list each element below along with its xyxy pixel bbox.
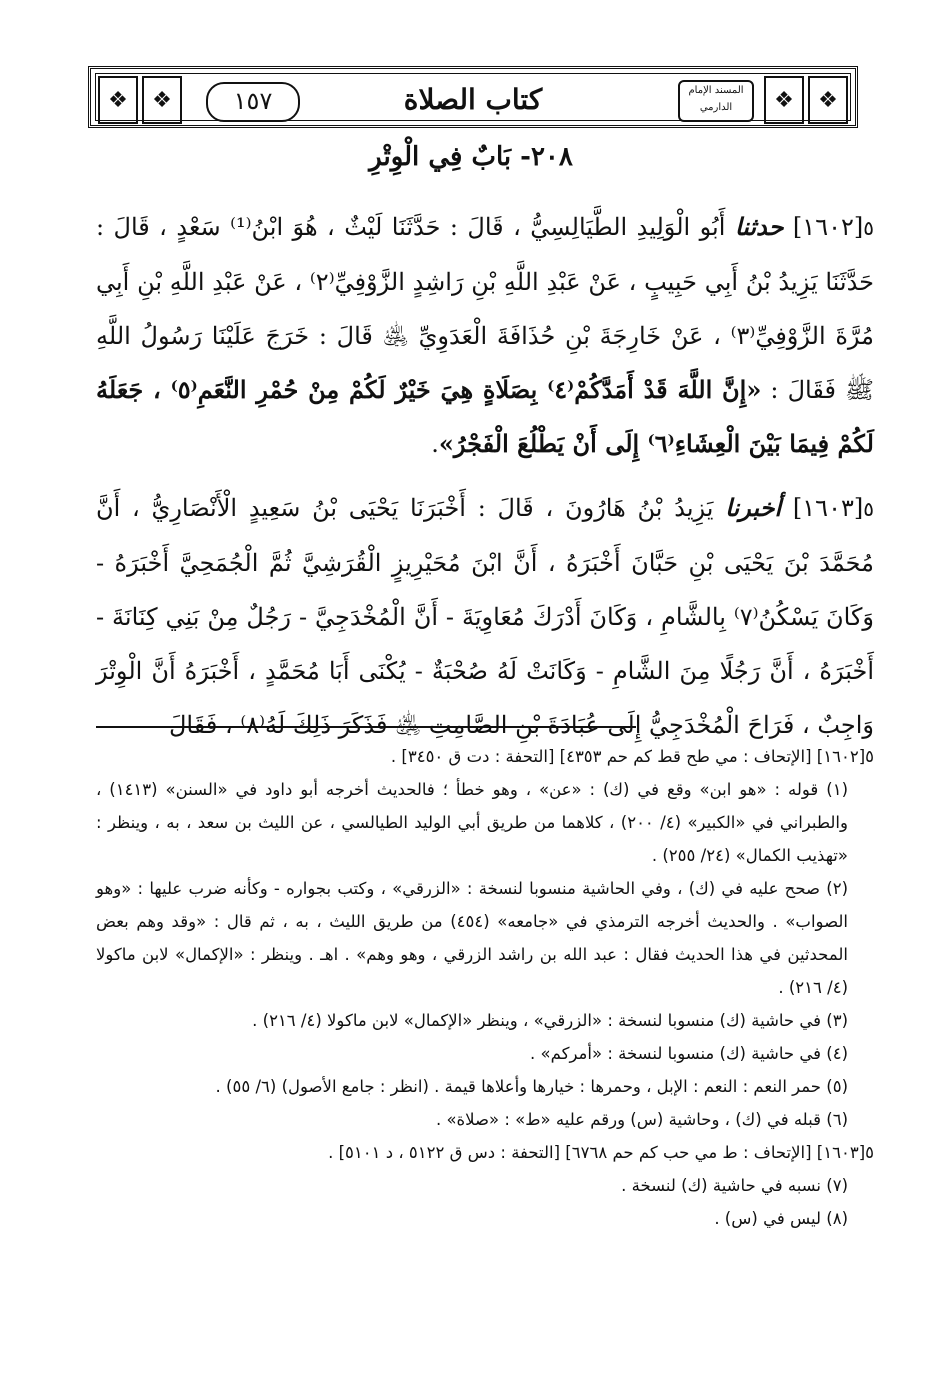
hadith-text-end: . (431, 430, 439, 458)
page-header (88, 66, 858, 128)
hadith-number: [١٦٠٣] (792, 494, 864, 522)
page-number: ١٥٧ (206, 82, 300, 122)
footnote: (٤) في حاشية (ك) منسوبا لنسخة : «أمركم» . (530, 1044, 848, 1063)
prophetic-saying: «إِنَّ اللَّهَ قَدْ أَمَدَّكُمْ⁽٤⁾ بِصَلَاةٍ هِيَ خَيْرٌ لَكُمْ مِنْ حُمْرِ النَّعَمِ⁽٥⁾ ، جَعَلَهُ لَكُمْ فِيمَا بَيْنَ الْعِشَاءِ⁽٦⁾ إِلَى أَنْ يَطْلُعَ الْفَجْرُ» (96, 375, 874, 458)
footnote: (٦) قبله في (ك) ، وحاشية (س) ورقم عليه «ط» : «صلاة» . (435, 1110, 848, 1129)
footnote: (٢) صحح عليه في (ك) ، وفي الحاشية منسوبا لنسخة : «الزرقي» ، وكتب بجواره - وكأنه ضرب عليها : «وهو الصواب» . والحديث أخرجه الترمذي في «جامعه» (٤٥٤) من طريق الليث ، به ، ثم قال : «وقد وهم بعض المحدثين في هذا الحديث فقال : عبد الله بن راشد الزرقي ، وهو وهم» . اهـ . وينظر : «الإكمال» لابن ماكولا (٤/ ٢١٦) . (96, 879, 848, 997)
chain-opening: أخبرنا (725, 493, 782, 522)
hadith-text: أَبُو الْوَلِيدِ الطَّيَالِسِيُّ ، قَالَ : حَدَّثَنَا لَيْثٌ ، هُوَ ابْنُ⁽¹⁾ سَعْدٍ ، قَالَ : حَدَّثَنَا يَزِيدُ بْنُ أَبِي حَبِيبٍ ، عَنْ عَبْدِ اللَّهِ بْنِ رَاشِدٍ الزَّوْفِيِّ⁽٢⁾ ، عَنْ عَبْدِ اللَّهِ بْنِ أَبِي مُرَّةَ الزَّوْفِيِّ⁽٣⁾ ، عَنْ خَارِجَةَ بْنِ حُذَافَةَ الْعَدَوِيِّ ﵁ قَالَ : خَرَجَ عَلَيْنَا رَسُولُ اللَّهِ ﷺ فَقَالَ : (96, 213, 875, 404)
right-ornament-icon: ❖ (808, 76, 848, 124)
footnote: ٥[١٦٠٣] [الإتحاف : ط مي حب كم حم ٦٧٦٨] [التحفة : دس ق ٥١٢٢ ، د ٥١٠١] . (328, 1143, 874, 1162)
hadith-paragraph (96, 481, 874, 752)
footnote: ٥[١٦٠٢] [الإتحاف : مي طح قط كم حم ٤٣٥٣] [التحفة : دت ق ٣٤٥٠] . (390, 747, 874, 766)
main-text (96, 200, 874, 762)
footnote: (٨) ليس في (س) . (714, 1209, 848, 1228)
running-title: كتاب الصلاة (403, 83, 543, 116)
footnote: (٧) نسبه في حاشية (ك) لنسخة . (621, 1176, 848, 1195)
footnote: (٣) في حاشية (ك) منسوبا لنسخة : «الزرقي» ، وينظر «الإكمال» لابن ماكولا (٤/ ٢١٦) . (252, 1011, 848, 1030)
hadith-marker: ٥ (863, 497, 874, 521)
left-ornament-icon: ❖ (98, 76, 138, 124)
header-frame (95, 73, 851, 121)
footnote-divider (96, 726, 636, 728)
footnotes (96, 740, 874, 1235)
hadith-marker: ٥ (863, 216, 874, 240)
hadith-number: [١٦٠٢] (792, 213, 864, 241)
book-seal-logo: المسند الإمام الدارمي (678, 80, 754, 122)
hadith-text: يَزِيدُ بْنُ هَارُونَ ، قَالَ : أَخْبَرَنَا يَحْيَى بْنُ سَعِيدٍ الْأَنْصَارِيُّ ، أَنَّ مُحَمَّدَ بْنَ يَحْيَى بْنِ حَبَّانَ أَخْبَرَهُ ، أَنَّ ابْنَ مُحَيْرِيزٍ الْقُرَشِيَّ ثُمَّ الْجُمَحِيَّ أَخْبَرَهُ - وَكَانَ يَسْكُنُ⁽٧⁾ بِالشَّامِ ، وَكَانَ أَدْرَكَ مُعَاوِيَةَ - أَنَّ الْمُخْدَجِيَّ - رَجُلٌ مِنْ بَنِي كِنَانَةَ - أَخْبَرَهُ ، أَنَّ رَجُلًا مِنَ الشَّامِ - وَكَانَتْ لَهُ صُحْبَةٌ - يُكْنَى أَبَا مُحَمَّدٍ ، أَخْبَرَهُ أَنَّ الْوِتْرَ وَاجِبٌ ، فَرَاحَ الْمُخْدَجِيُّ إِلَى عُبَادَةَ بْنِ الصَّامِتِ ﵁ فَذَكَرَ ذَلِكَ لَهُ⁽٨⁾ ، فَقَالَ (96, 494, 875, 739)
chain-opening: حدثنا (734, 212, 784, 241)
right-ornament-icon: ❖ (764, 76, 804, 124)
hadith-paragraph (96, 200, 874, 471)
footnote: (١) قوله : «هو ابن» وقع في (ك) : «عن» ، وهو خطأ ؛ فالحديث أخرجه أبو داود في «السنن» (١٤١٣) ، والطبراني في «الكبير» (٤/ ٢٠٠) ، كلاهما من طريق أبي الوليد الطيالسي ، عن الليث بن سعد ، به ، وينظر : «تهذيب الكمال» (٢٤/ ٢٥٥) . (96, 780, 848, 865)
footnote: (٥) حمر النعم : النعم : الإبل ، وحمرها : خيارها وأعلاها قيمة . (انظر : جامع الأصول) (٦/ ٥٥) . (215, 1077, 848, 1096)
chapter-heading: ٢٠٨- بَابٌ فِي الْوِتْرِ (369, 142, 573, 172)
left-ornament-icon: ❖ (142, 76, 182, 124)
